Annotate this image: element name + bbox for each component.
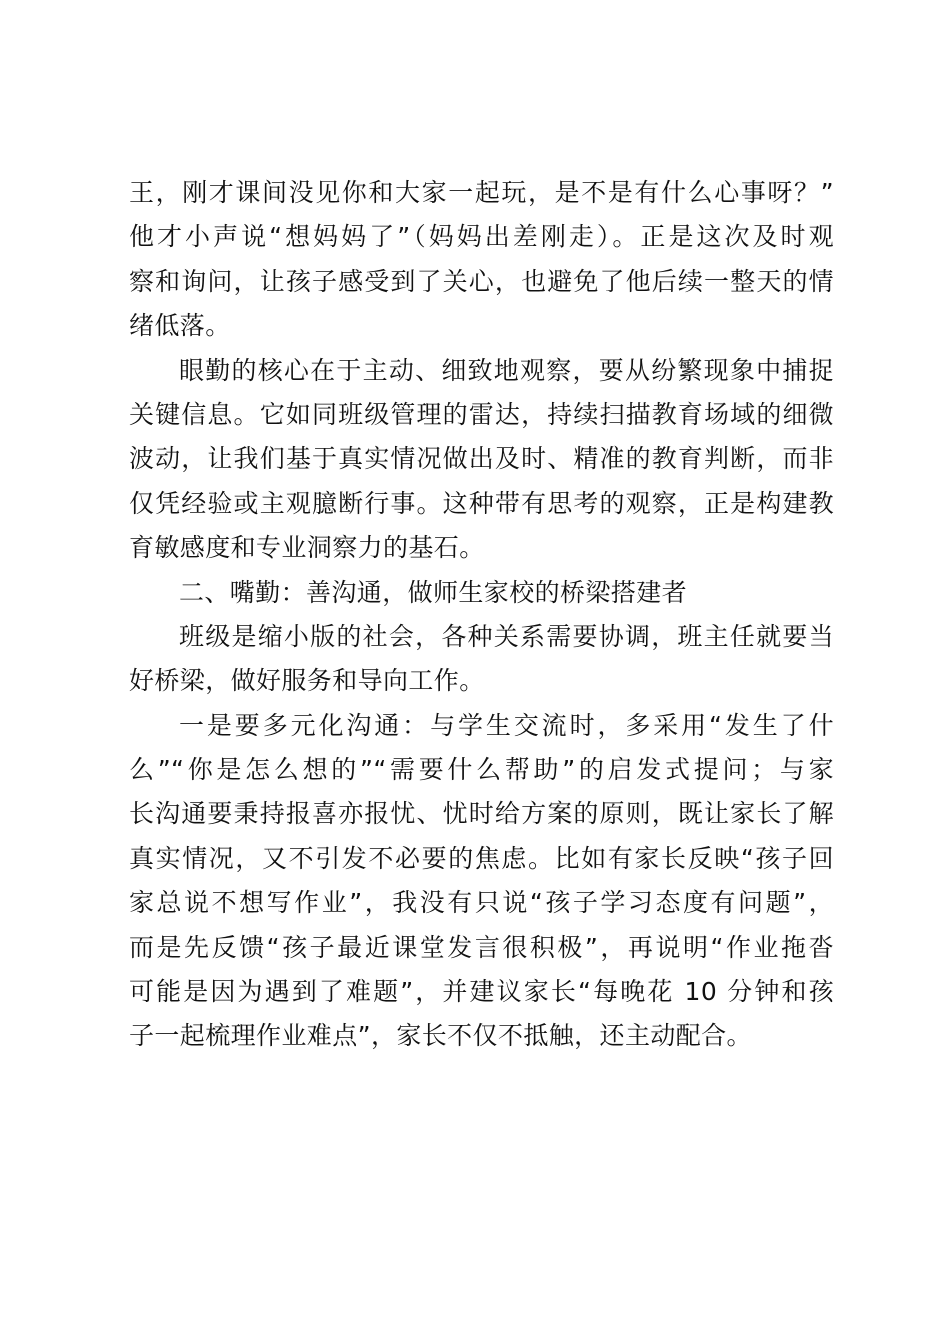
text-line: 好桥梁，做好服务和导向工作。 [129,666,485,696]
text-line: 他才小声说“想妈妈了”（妈妈出差刚走）。正是这次及时观 [129,222,834,252]
text-line: 子一起梳理作业难点”，家长不仅不抵触，还主动配合。 [129,1021,752,1051]
text-line: 王，刚才课间没见你和大家一起玩，是不是有什么心事呀？” [129,178,834,207]
document-body [129,171,834,1059]
text-line: 而是先反馈“孩子最近课堂发言很积极”，再说明“作业拖沓 [129,932,834,962]
paragraph-first-line: 班级是缩小版的社会，各种关系需要协调，班主任就要当 [179,621,834,651]
text-line: 可能是因为遇到了难题”，并建议家长“每晚花 10 分钟和孩 [129,977,834,1007]
text-line: 家总说不想写作业”，我没有只说“孩子学习态度有问题”， [129,888,834,918]
text-line: 长沟通要秉持报喜亦报忧、忧时给方案的原则，既让家长了解 [129,799,834,829]
text-line: 波动，让我们基于真实情况做出及时、精准的教育判断，而非 [129,444,834,474]
text-line: 么”“你是怎么想的”“需要什么帮助”的启发式提问；与家 [129,755,834,785]
text-line: 察和询问，让孩子感受到了关心，也避免了他后续一整天的情 [129,266,834,296]
section-heading: 二、嘴勤：善沟通，做师生家校的桥梁搭建者 [179,577,688,607]
text-line: 仅凭经验或主观臆断行事。这种带有思考的观察，正是构建教 [129,488,834,518]
paragraph-first-line: 眼勤的核心在于主动、细致地观察，要从纷繁现象中捕捉 [179,355,834,385]
text-line: 关键信息。它如同班级管理的雷达，持续扫描教育场域的细微 [129,399,834,429]
text-line: 真实情况，又不引发不必要的焦虑。比如有家长反映“孩子回 [129,843,834,873]
text-line: 育敏感度和专业洞察力的基石。 [129,533,485,563]
paragraph-first-line: 一是要多元化沟通：与学生交流时，多采用“发生了什 [179,710,834,740]
text-line: 绪低落。 [129,311,231,341]
